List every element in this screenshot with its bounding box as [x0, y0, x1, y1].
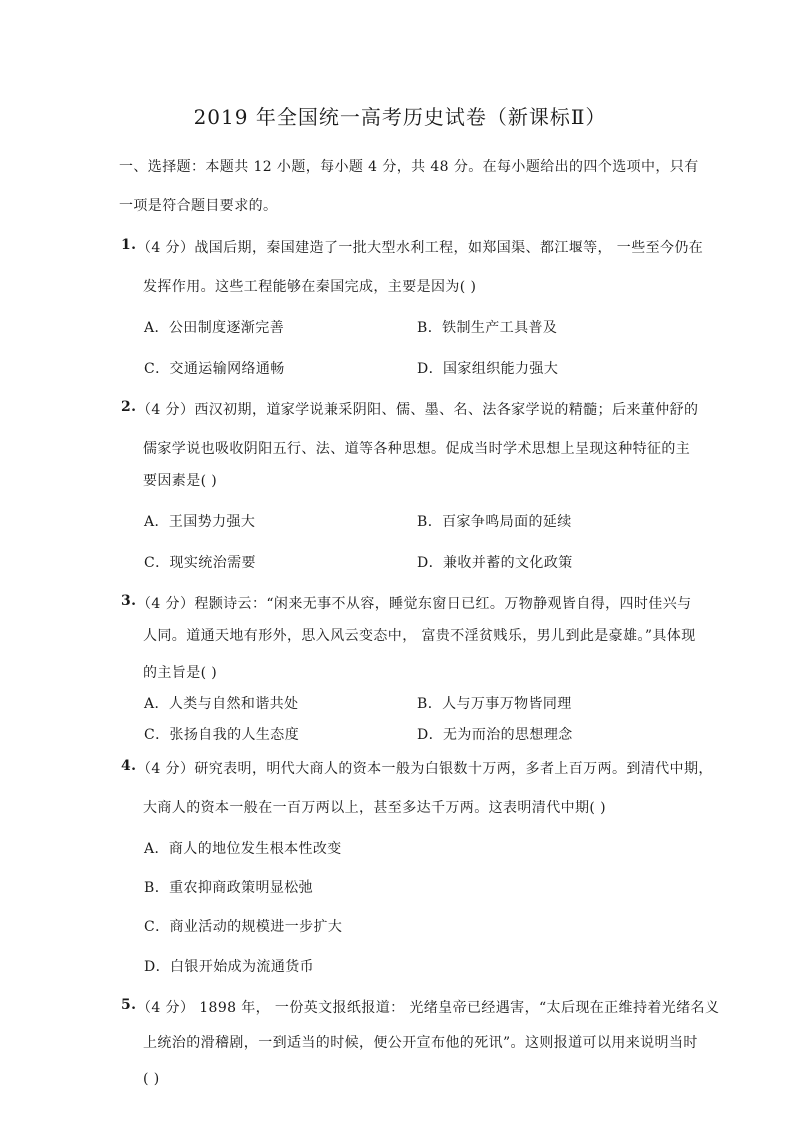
option-b: B．百家争鸣局面的延续	[417, 514, 572, 530]
option-a: A．商人的地位发生根本性改变	[144, 841, 342, 857]
question-text-line: （4 分）战国后期，秦国建造了一批大型水利工程，如郑国渠、都江堰等， 一些至今仍在	[137, 240, 704, 256]
exam-title: 2019 年全国统一高考历史试卷（新课标Ⅱ）	[193, 105, 607, 129]
question-text-line: 的主旨是( )	[143, 665, 218, 681]
option-c: C．现实统治需要	[144, 555, 256, 571]
option-c: C．商业活动的规模进一步扩大	[144, 919, 343, 935]
option-d: D．国家组织能力强大	[417, 361, 559, 377]
option-c: C．张扬自我的人生态度	[144, 727, 300, 743]
question-text-line: 人同。道通天地有形外，思入风云变态中， 富贵不淫贫贱乐，男儿到此是豪雄。”具体现	[143, 628, 696, 644]
option-d: D．白银开始成为流通货币	[144, 959, 315, 975]
option-b: B．铁制生产工具普及	[417, 320, 558, 336]
option-a: A．人类与自然和谐共处	[144, 696, 299, 712]
question-number: 2.	[121, 399, 137, 415]
option-a: A．王国势力强大	[144, 514, 256, 530]
question-text-line: ( )	[143, 1071, 160, 1087]
option-d: D．兼收并蓄的文化政策	[417, 555, 573, 571]
question-number: 5.	[121, 997, 137, 1013]
question-number: 3.	[121, 593, 137, 609]
section-instruction-line-1: 一、选择题：本题共 12 小题，每小题 4 分，共 48 分。在每小题给出的四个选项中，只有	[119, 159, 699, 175]
question-text-line: （4 分）西汉初期，道家学说兼采阴阳、儒、墨、名、法各家学说的精髓；后来董仲舒的	[137, 402, 699, 418]
option-b: B．人与万事万物皆同理	[417, 696, 572, 712]
question-text-line: （4 分）研究表明，明代大商人的资本一般为白银数十万两，多者上百万两。到清代中期，	[137, 761, 713, 777]
option-b: B．重农抑商政策明显松弛	[144, 880, 314, 896]
question-text-line: 发挥作用。这些工程能够在秦国完成，主要是因为( )	[143, 279, 477, 295]
question-text-line: （4 分） 1898 年， 一份英文报纸报道： 光绪皇帝已经遇害，“太后现在正维持着光绪名义	[137, 1000, 720, 1016]
section-instruction-line-2: 一项是符合题目要求的。	[119, 198, 278, 214]
option-d: D．无为而治的思想理念	[417, 727, 573, 743]
question-number: 4.	[121, 758, 137, 774]
option-a: A．公田制度逐渐完善	[144, 320, 285, 336]
option-c: C．交通运输网络通畅	[144, 361, 285, 377]
question-number: 1.	[121, 237, 137, 253]
question-text-line: 上统治的滑稽剧，一到适当的时候，便公开宣布他的死讯”。这则报道可以用来说明当时	[143, 1035, 698, 1051]
question-text-line: 儒家学说也吸收阴阳五行、法、道等各种思想。促成当时学术思想上呈现这种特征的主	[143, 441, 691, 457]
question-text-line: 要因素是( )	[143, 473, 218, 489]
question-text-line: （4 分）程颢诗云：“闲来无事不从容，睡觉东窗日已红。万物静观皆自得，四时佳兴与	[137, 596, 692, 612]
question-text-line: 大商人的资本一般在一百万两以上，甚至多达千万两。这表明清代中期( )	[143, 800, 606, 816]
